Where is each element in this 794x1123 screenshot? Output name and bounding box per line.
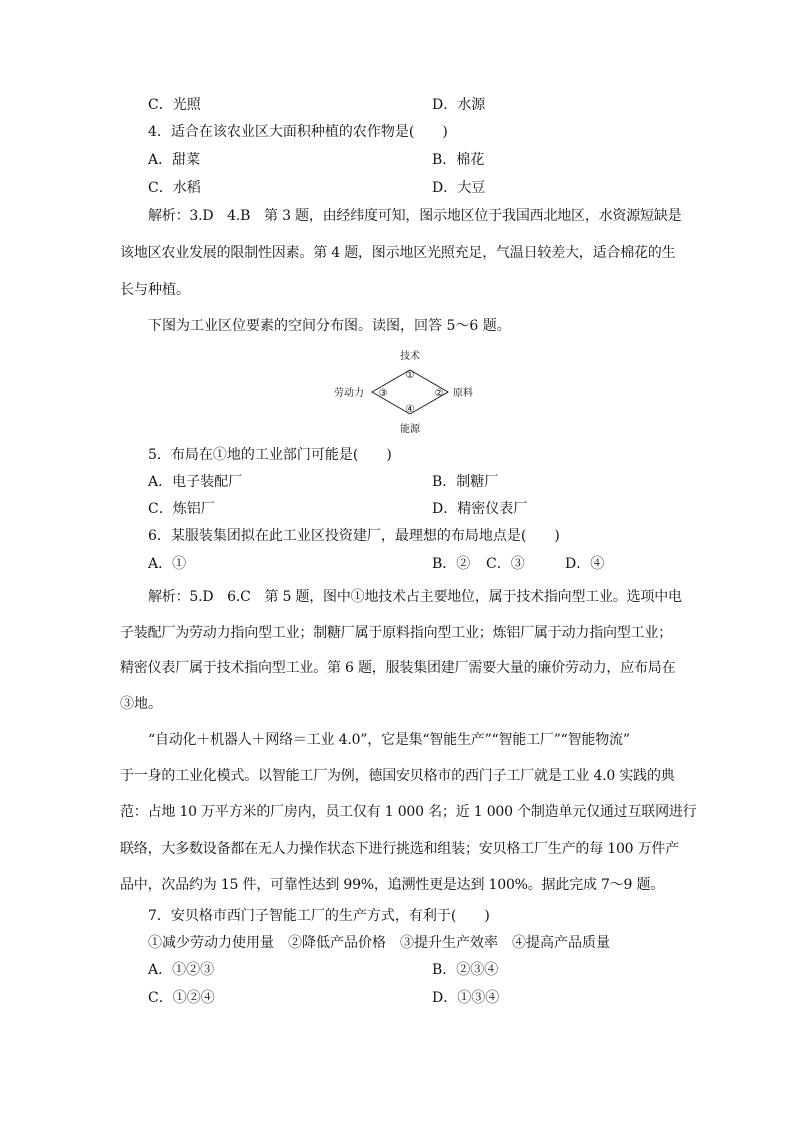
analysis1-line3: 长与种植。	[120, 282, 190, 298]
analysis2-line3: 精密仪表厂属于技术指向型工业。第 6 题，服装集团建厂需要大量的廉价劳动力，应布局在	[120, 660, 676, 676]
passage-line3: 范：占地 10 万平方米的厂房内，员工仅有 1 000 名；近 1 000 个制造单元仅通过互联网进行	[120, 804, 697, 820]
diagram-label-left: 劳动力	[334, 388, 364, 399]
passage-line1: “自动化＋机器人＋网络＝工业 4.0”，它是集“智能生产”“智能工厂”“智能物流”	[148, 732, 630, 748]
analysis1-line2: 该地区农业发展的限制性因素。第 4 题，图示地区光照充足，气温日较差大，适合棉花的生	[120, 245, 676, 261]
q7-option-b: B．②③④	[432, 962, 499, 978]
q5-option-d: D．精密仪表厂	[432, 501, 528, 517]
diagram-label-top: 技术	[400, 351, 420, 362]
diagram-marker-3: ③	[378, 388, 388, 399]
q3-option-c: C．光照	[148, 97, 201, 113]
q6-option-b: B．②	[432, 556, 471, 572]
passage-line5: 品中，次品约为 15 件，可靠性达到 99%，追溯性更是达到 100%。据此完成 7～9 题。	[120, 877, 665, 893]
q3-option-d: D．水源	[432, 97, 486, 113]
q7-stem: 7．安贝格市西门子智能工厂的生产方式，有利于( )	[148, 908, 490, 924]
analysis2-line4: ③地。	[120, 696, 162, 712]
q7-option-d: D．①③④	[432, 990, 500, 1006]
q7-items: ①减少劳动力使用量 ②降低产品价格 ③提升生产效率 ④提高产品质量	[148, 935, 610, 951]
q4-option-d: D．大豆	[432, 180, 486, 196]
diagram-marker-4: ④	[405, 404, 415, 415]
q5-option-b: B．制糖厂	[432, 474, 499, 490]
q6-option-a: A．①	[148, 556, 187, 572]
diagram-marker-1: ①	[405, 370, 415, 381]
q6-option-c: C．③	[486, 556, 525, 572]
diagram-label-right: 原料	[453, 388, 473, 399]
passage-line2: 于一身的工业化模式。以智能工厂为例，德国安贝格市的西门子工厂就是工业 4.0 实践的典	[120, 768, 675, 784]
q4-option-c: C．水稻	[148, 180, 201, 196]
q5-option-a: A．电子装配厂	[148, 474, 243, 490]
passage-line4: 联络，大多数设备都在无人力操作状态下进行挑选和组装；安贝格工厂生产的每 100 万件产	[120, 841, 680, 857]
intro-5-6: 下图为工业区位要素的空间分布图。读图，回答 5～6 题。	[148, 318, 511, 334]
q5-option-c: C．炼铝厂	[148, 501, 215, 517]
q6-stem: 6．某服装集团拟在此工业区投资建厂，最理想的布局地点是( )	[148, 528, 560, 544]
diagram-label-bottom: 能源	[400, 424, 420, 435]
q4-option-a: A．甜菜	[148, 152, 201, 168]
q4-stem: 4．适合在该农业区大面积种植的农作物是( )	[148, 124, 448, 140]
industry-location-diagram	[334, 348, 480, 440]
analysis2-line1: 解析：5.D 6.C 第 5 题，图中①地技术占主要地位，属于技术指向型工业。选项中电	[148, 589, 682, 605]
q5-stem: 5．布局在①地的工业部门可能是( )	[148, 447, 392, 463]
q4-option-b: B．棉花	[432, 152, 485, 168]
analysis1-line1: 解析：3.D 4.B 第 3 题，由经纬度可知，图示地区位于我国西北地区，水资源短缺是	[148, 208, 682, 224]
q7-option-a: A．①②③	[148, 962, 215, 978]
diagram-marker-2: ②	[434, 388, 444, 399]
q6-option-d: D．④	[565, 556, 605, 572]
analysis2-line2: 子装配厂为劳动力指向型工业；制糖厂属于原料指向型工业；炼铝厂属于动力指向型工业；	[120, 625, 672, 641]
q7-option-c: C．①②④	[148, 990, 215, 1006]
